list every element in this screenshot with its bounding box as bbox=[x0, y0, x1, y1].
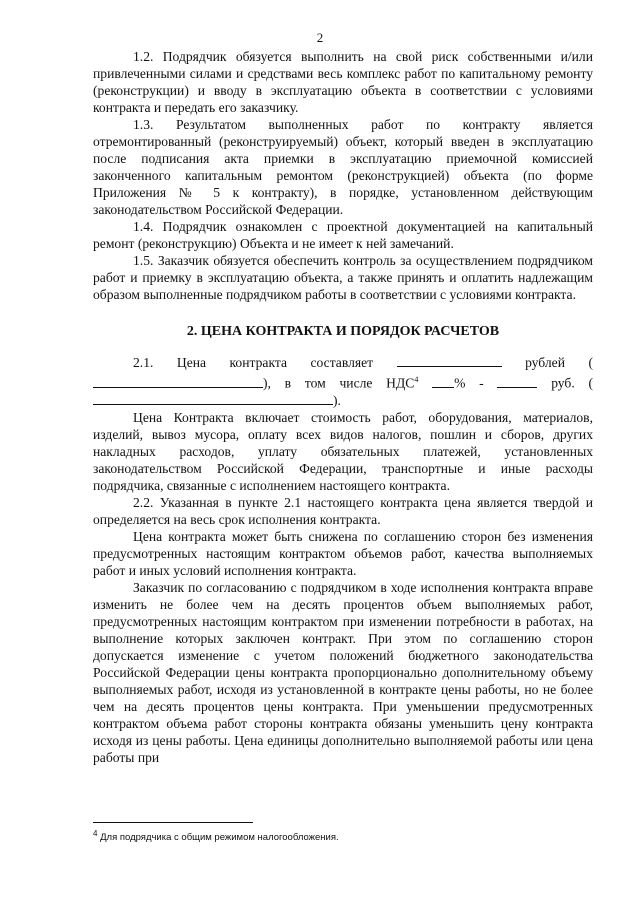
footnote bbox=[93, 829, 339, 843]
paragraph-volume-change: Заказчик по согласованию с подрядчиком в ходе исполнения контракта вправе изменить не более чем на десять процентов объем выполняемых работ, предусмотренных настоящим контрактом при изменении потребности в работах, на выполнение которых заключен контракт. При этом по соглашению сторон допускается изменение с учетом положений бюджетного законодательства Российской Федерации цены контракта пропорционально дополнительному объему выполняемых работ, исходя из установленной в контракте цены работы, но не более чем на десять процентов цены контракта. При уменьшении предусмотренных контрактом объема работ стороны контракта обязаны уменьшить цену контракта исходя из цены работы. Цена единицы дополнительно выполняемой работы или цена работы при bbox=[93, 579, 593, 765]
price-text-4: % bbox=[454, 375, 466, 391]
document-body bbox=[93, 48, 593, 766]
price-words-blank bbox=[93, 375, 263, 388]
paragraph-1-5: 1.5. Заказчик обязуется обеспечить контроль за осуществлением подрядчиком работ и приемку в эксплуатацию объекта, а также принять и оплатить надлежащим образом выполненные подрядчиком работы в соответствии с условиями контракта. bbox=[93, 253, 593, 302]
paragraph-1-2: 1.2. Подрядчик обязуется выполнить на свой риск собственными и/или привлеченными силами и средствами весь комплекс работ по капитальному ремонту (реконструкции) и вводу в эксплуатацию объекта в соответствии с условиями контракта и передать его заказчику. bbox=[93, 49, 593, 115]
price-text-6: руб. ( bbox=[551, 375, 594, 391]
footnote-text: Для подрядчика с общим режимом налогообложения. bbox=[100, 832, 339, 844]
price-text-1: 2.1. Цена контракта составляет bbox=[133, 355, 374, 370]
price-text-3: ), в том числе НДС bbox=[263, 375, 415, 391]
paragraph-1-4: 1.4. Подрядчик ознакомлен с проектной документацией на капитальный ремонт (реконструкцию) Объекта и не имеет к ней замечаний. bbox=[93, 219, 593, 251]
paragraph-2-1 bbox=[93, 354, 593, 409]
footnote-number: 4 bbox=[93, 829, 98, 838]
footnote-divider bbox=[93, 822, 253, 823]
footnote-ref: 4 bbox=[414, 375, 419, 384]
paragraph-1-3: 1.3. Результатом выполненных работ по контракту является отремонтированный (реконструируемый) объект, который введен в эксплуатацию после подписания акта приемки в эксплуатацию приемочной комиссией законченного капитальным ремонтом (реконструкцией) объекта (по форме Приложения № 5 к контракту), в порядке, установленном действующим законодательством Российской Федерации. bbox=[93, 117, 593, 217]
page-number: 2 bbox=[316, 30, 324, 45]
paragraph-price-includes: Цена Контракта включает стоимость работ, оборудования, материалов, изделий, вывоз мусора, оплату всех видов налогов, пошлин и сборов, других накладных расходов, уплату обязательных платежей, установленных законодательством Российской Федерации, транспортные и иные расходы подрядчика, связанные с исполнением настоящего контракта. bbox=[93, 409, 593, 493]
price-text-7: ). bbox=[333, 392, 341, 408]
paragraph-2-2: 2.2. Указанная в пункте 2.1 настоящего контракта цена является твердой и определяется на весь срок исполнения контракта. bbox=[93, 494, 593, 527]
vat-percent-blank bbox=[432, 375, 454, 388]
price-text-5: - bbox=[479, 375, 484, 391]
vat-words-blank bbox=[93, 392, 333, 405]
vat-amount-blank bbox=[497, 375, 537, 388]
paragraph-price-reduction: Цена контракта может быть снижена по соглашению сторон без изменения предусмотренных настоящим контрактом объемов работ, качества выполняемых работ и иных условий исполнения контракта. bbox=[93, 528, 593, 578]
price-blank bbox=[397, 354, 502, 367]
section-heading: 2. ЦЕНА КОНТРАКТА И ПОРЯДОК РАСЧЕТОВ bbox=[186, 324, 500, 339]
price-text-2: рублей ( bbox=[525, 355, 593, 370]
